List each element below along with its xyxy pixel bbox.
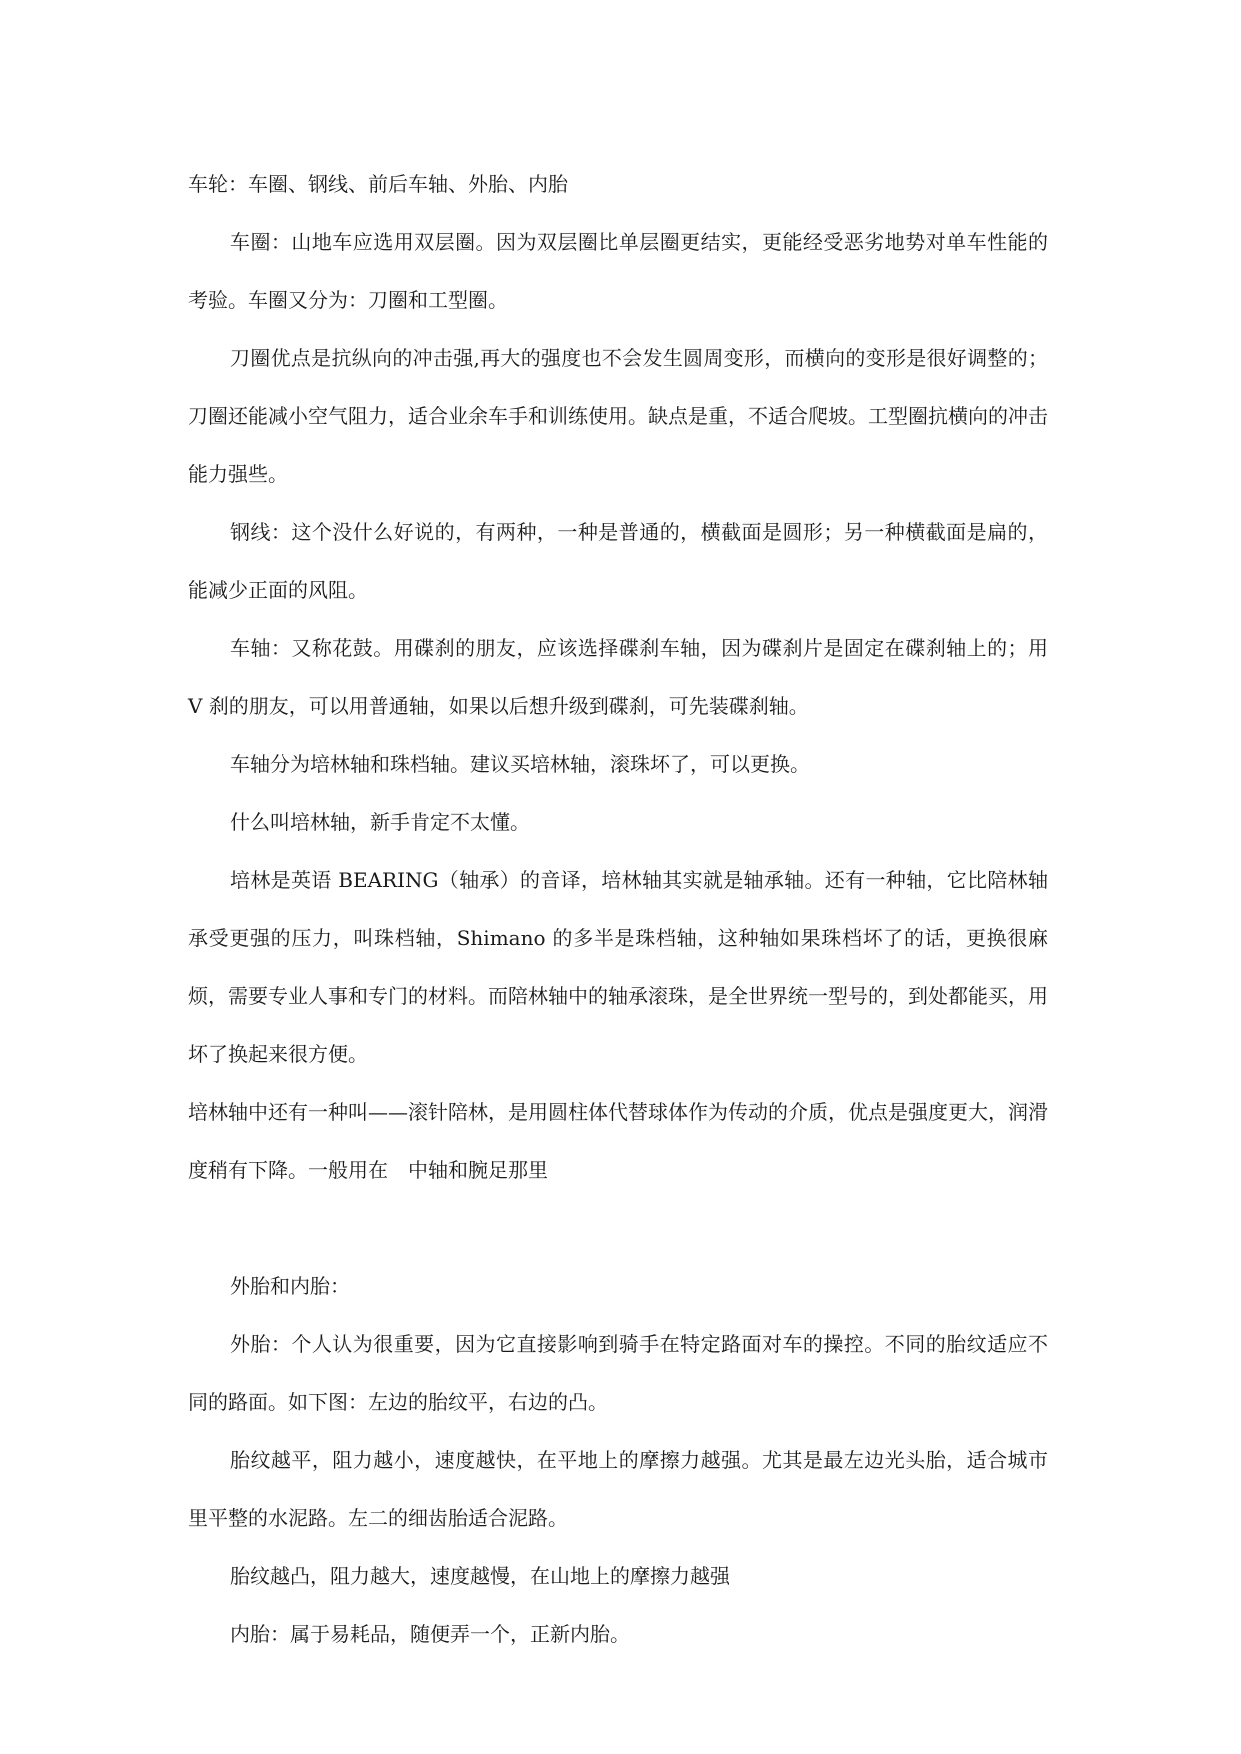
paragraph-hub: 车轴：又称花鼓。用碟刹的朋友，应该选择碟刹车轴，因为碟刹片是固定在碟刹轴上的；用 V 刹的朋友，可以用普通轴，如果以后想升级到碟刹，可先装碟刹轴。 — [188, 636, 1048, 718]
paragraph-outer-tire: 外胎：个人认为很重要，因为它直接影响到骑手在特定路面对车的操控。不同的胎纹适应不同的路面。如下图：左边的胎纹平，右边的凸。 — [188, 1332, 1048, 1414]
document-body — [188, 155, 1048, 1663]
paragraph-flat-tread: 胎纹越平，阻力越小，速度越快，在平地上的摩擦力越强。尤其是最左边光头胎，适合城市里平整的水泥路。左二的细齿胎适合泥路。 — [188, 1448, 1048, 1530]
paragraph-needle-bearing: 培林轴中还有一种叫——滚针陪林，是用圆柱体代替球体作为传动的介质，优点是强度更大，润滑度稍有下降。一般用在 中轴和腕足那里 — [188, 1100, 1048, 1182]
paragraph-inner-tube: 内胎：属于易耗品，随便弄一个，正新内胎。 — [230, 1622, 630, 1646]
paragraph-bearing-question: 什么叫培林轴，新手肯定不太懂。 — [230, 810, 530, 834]
paragraph-knobby-tread: 胎纹越凸，阻力越大，速度越慢，在山地上的摩擦力越强 — [230, 1564, 730, 1588]
paragraph-wheel-heading: 车轮：车圈、钢线、前后车轴、外胎、内胎 — [188, 172, 568, 196]
paragraph-bearing-explained: 培林是英语 BEARING（轴承）的音译，培林轴其实就是轴承轴。还有一种轴，它比陪林轴承受更强的压力，叫珠档轴，Shimano 的多半是珠档轴，这种轴如果珠档坏了的话，更换很麻烦，需要专业人事和专门的材料。而陪林轴中的轴承滚珠，是全世界统一型号的，到处都能买，用坏了换起来很方便。 — [188, 868, 1048, 1066]
paragraph-rim: 车圈：山地车应选用双层圈。因为双层圈比单层圈更结实，更能经受恶劣地势对单车性能的考验。车圈又分为：刀圈和工型圈。 — [188, 230, 1048, 312]
paragraph-tires-heading: 外胎和内胎： — [230, 1274, 350, 1298]
paragraph-hub-types: 车轴分为培林轴和珠档轴。建议买培林轴，滚珠坏了，可以更换。 — [230, 752, 810, 776]
paragraph-blade-rim: 刀圈优点是抗纵向的冲击强,再大的强度也不会发生圆周变形，而横向的变形是很好调整的；刀圈还能减小空气阻力，适合业余车手和训练使用。缺点是重，不适合爬坡。工型圈抗横向的冲击能力强些。 — [188, 346, 1048, 486]
blank-line — [188, 1199, 1048, 1257]
paragraph-spokes: 钢线：这个没什么好说的，有两种，一种是普通的，横截面是圆形；另一种横截面是扁的，能减少正面的风阻。 — [188, 520, 1048, 602]
